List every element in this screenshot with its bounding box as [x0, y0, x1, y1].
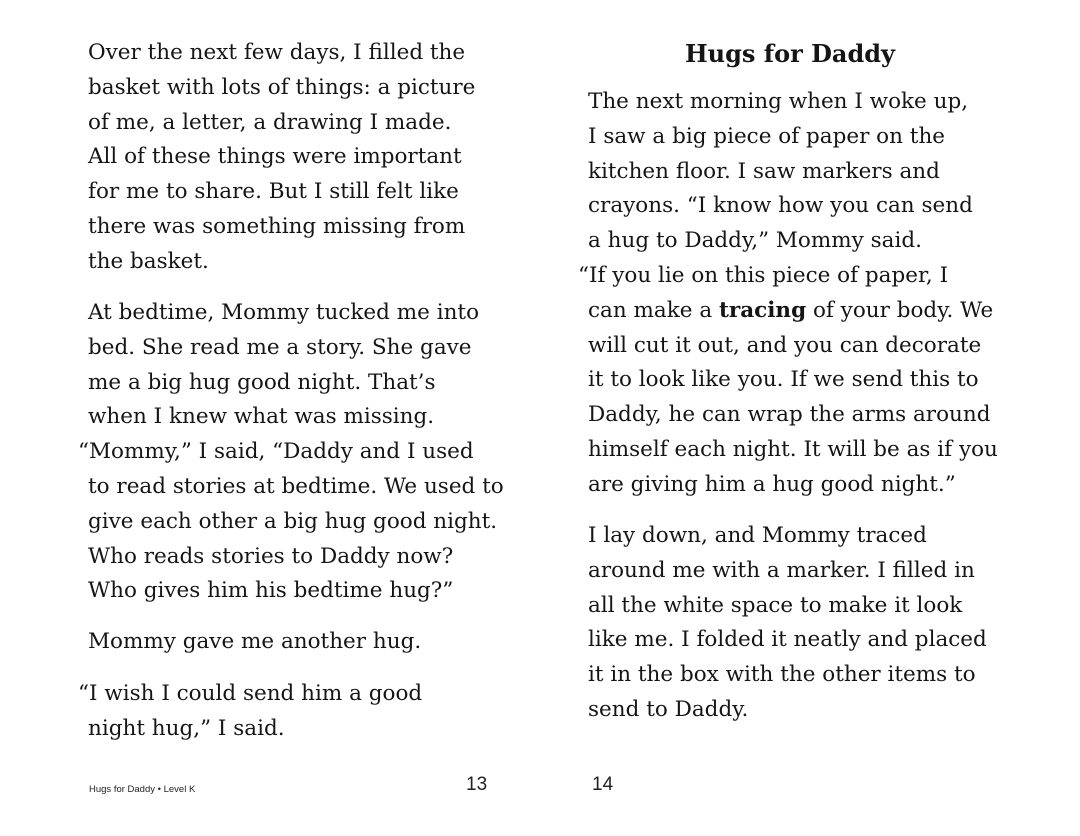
chapter-title: Hugs for Daddy [685, 39, 895, 68]
paragraph-2 [78, 296, 504, 609]
text-line: send to Daddy. [588, 696, 749, 722]
paragraph-5 [578, 85, 998, 503]
text-run: can make a [588, 297, 719, 323]
text-line: around me with a marker. I filled in [588, 557, 975, 583]
text-line: Who reads stories to Daddy now? [88, 543, 454, 569]
text-line: there was something missing from [88, 213, 466, 239]
text-line [588, 294, 998, 329]
text-line: Mommy gave me another hug. [88, 629, 422, 654]
text-line: it in the box with the other items to [588, 662, 976, 688]
text-line: Over the next few days, I filled the [88, 40, 466, 65]
text-line: will cut it out, and you can decorate [588, 332, 982, 358]
text-line: kitchen floor. I saw markers and [588, 158, 940, 184]
text-line: At bedtime, Mommy tucked me into [88, 300, 480, 325]
text-line: for me to share. But I still felt like [88, 179, 459, 205]
page-number-left: 13 [466, 774, 488, 795]
paragraph-1 [88, 36, 475, 280]
text-line: to read stories at bedtime. We used to [88, 473, 504, 499]
text-line: “Mommy,” I said, “Daddy and I used [78, 439, 474, 465]
text-line: give each other a big hug good night. [88, 508, 498, 534]
text-run: of your body. We [806, 297, 994, 323]
text-line: me a big hug good night. That’s [88, 369, 436, 395]
paragraph-3 [88, 625, 421, 660]
text-line: are giving him a hug good night.” [588, 471, 956, 497]
page-number-right: 14 [592, 774, 614, 795]
text-line: all the white space to make it look [588, 592, 963, 618]
text-line: I lay down, and Mommy traced [588, 523, 927, 548]
text-line: like me. I folded it neatly and placed [588, 627, 987, 653]
vocabulary-word: tracing [718, 297, 807, 323]
text-line: when I knew what was missing. [88, 404, 435, 430]
text-line: the basket. [88, 248, 209, 274]
text-line: I saw a big piece of paper on the [588, 123, 946, 149]
text-line: All of these things were important [88, 144, 462, 170]
text-line: of me, a letter, a drawing I made. [88, 109, 452, 135]
text-line: “If you lie on this piece of paper, I [578, 262, 949, 288]
right-page [540, 0, 1080, 836]
text-line: it to look like you. If we send this to [588, 367, 979, 393]
text-line: crayons. “I know how you can send [588, 193, 973, 219]
text-line: bed. She read me a story. She gave [88, 334, 472, 360]
text-line: himself each night. It will be as if you [588, 436, 998, 462]
text-line: “I wish I could send him a good [78, 681, 423, 706]
text-line: The next morning when I woke up, [588, 89, 969, 114]
text-line: Daddy, he can wrap the arms around [588, 402, 991, 428]
text-line: night hug,” I said. [88, 715, 285, 741]
book-footer: Hugs for Daddy • Level K [89, 784, 196, 795]
text-line: Who gives him his bedtime hug?” [88, 578, 454, 604]
text-line: basket with lots of things: a picture [88, 74, 476, 100]
text-line: a hug to Daddy,” Mommy said. [588, 228, 922, 254]
paragraph-4 [78, 677, 423, 747]
paragraph-6 [588, 519, 987, 728]
